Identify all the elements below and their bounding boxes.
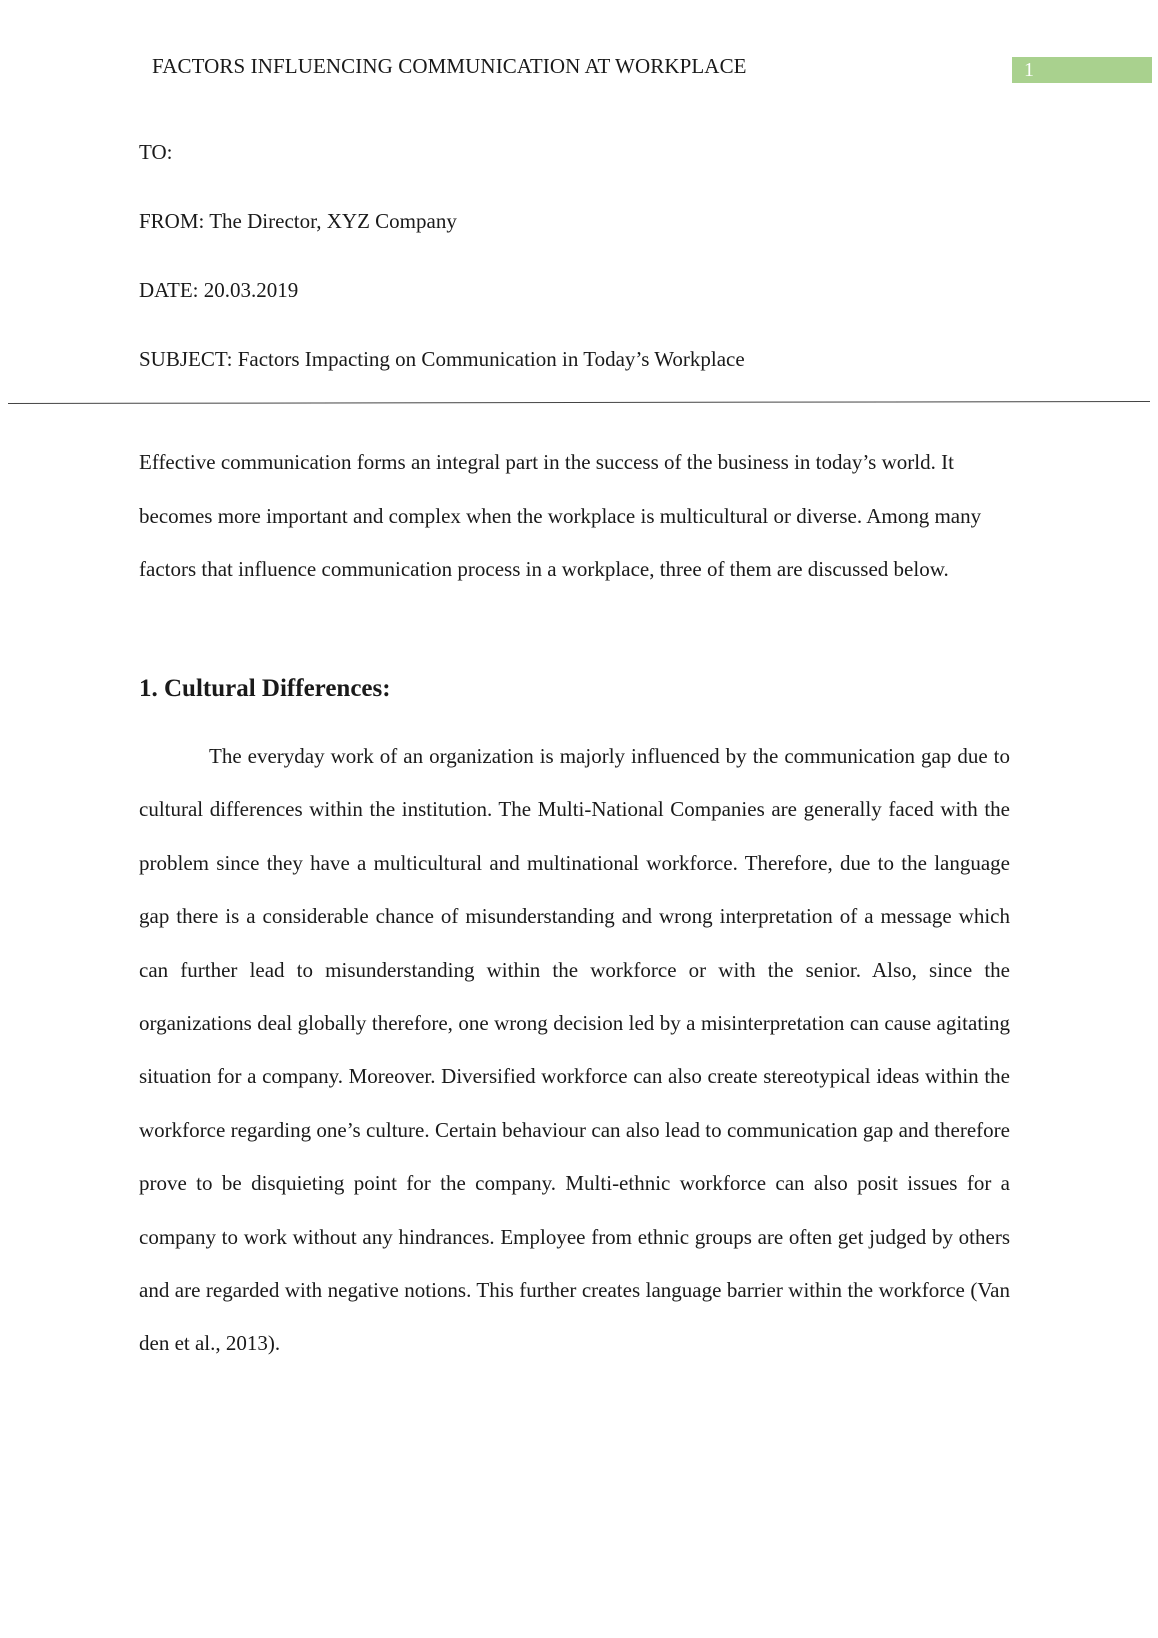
section-paragraph-cultural-differences: The everyday work of an organization is majorly influenced by the communication gap due to cultural differences within the institution. The Multi-National Companies are generally faced with the problem since they have a multicultural and multinational workforce. Therefore, due to the language gap there is a considerable chance of misunderstanding and wrong interpretation of a message which can further lead to misunderstanding within the workforce or with the senior. Also, since the organizations deal globally therefore, one wrong decision led by a misinterpretation can cause agitating situation for a company. Moreover. Diversified workforce can also create stereotypical ideas within the workforce regarding one’s culture. Certain behaviour can also lead to communication gap and therefore prove to be disquieting point for the company. Multi-ethnic workforce can also posit issues for a company to work without any hindrances. Employee from ethnic groups are often get judged by others and are regarded with negative notions. This further creates language barrier within the workforce (Van den et al., 2013). (139, 744, 1010, 1356)
intro-paragraph: Effective communication forms an integral part in the success of the business in today’s world. It becomes more important and complex when the workplace is multicultural or diverse. Among many factors that influence communication process in a workplace, three of them are discussed below. (139, 450, 982, 581)
page-number: 1 (1012, 57, 1152, 83)
memo-to-line: TO: (139, 140, 173, 164)
memo-divider (8, 401, 1150, 404)
memo-subject-line: SUBJECT: Factors Impacting on Communication in Today’s Workplace (139, 347, 745, 371)
memo-date-line: DATE: 20.03.2019 (139, 278, 299, 302)
section-heading-cultural-differences: 1. Cultural Differences: (139, 675, 391, 702)
memo-from-line: FROM: The Director, XYZ Company (139, 209, 457, 233)
running-header: FACTORS INFLUENCING COMMUNICATION AT WORKPLACE (152, 54, 747, 78)
